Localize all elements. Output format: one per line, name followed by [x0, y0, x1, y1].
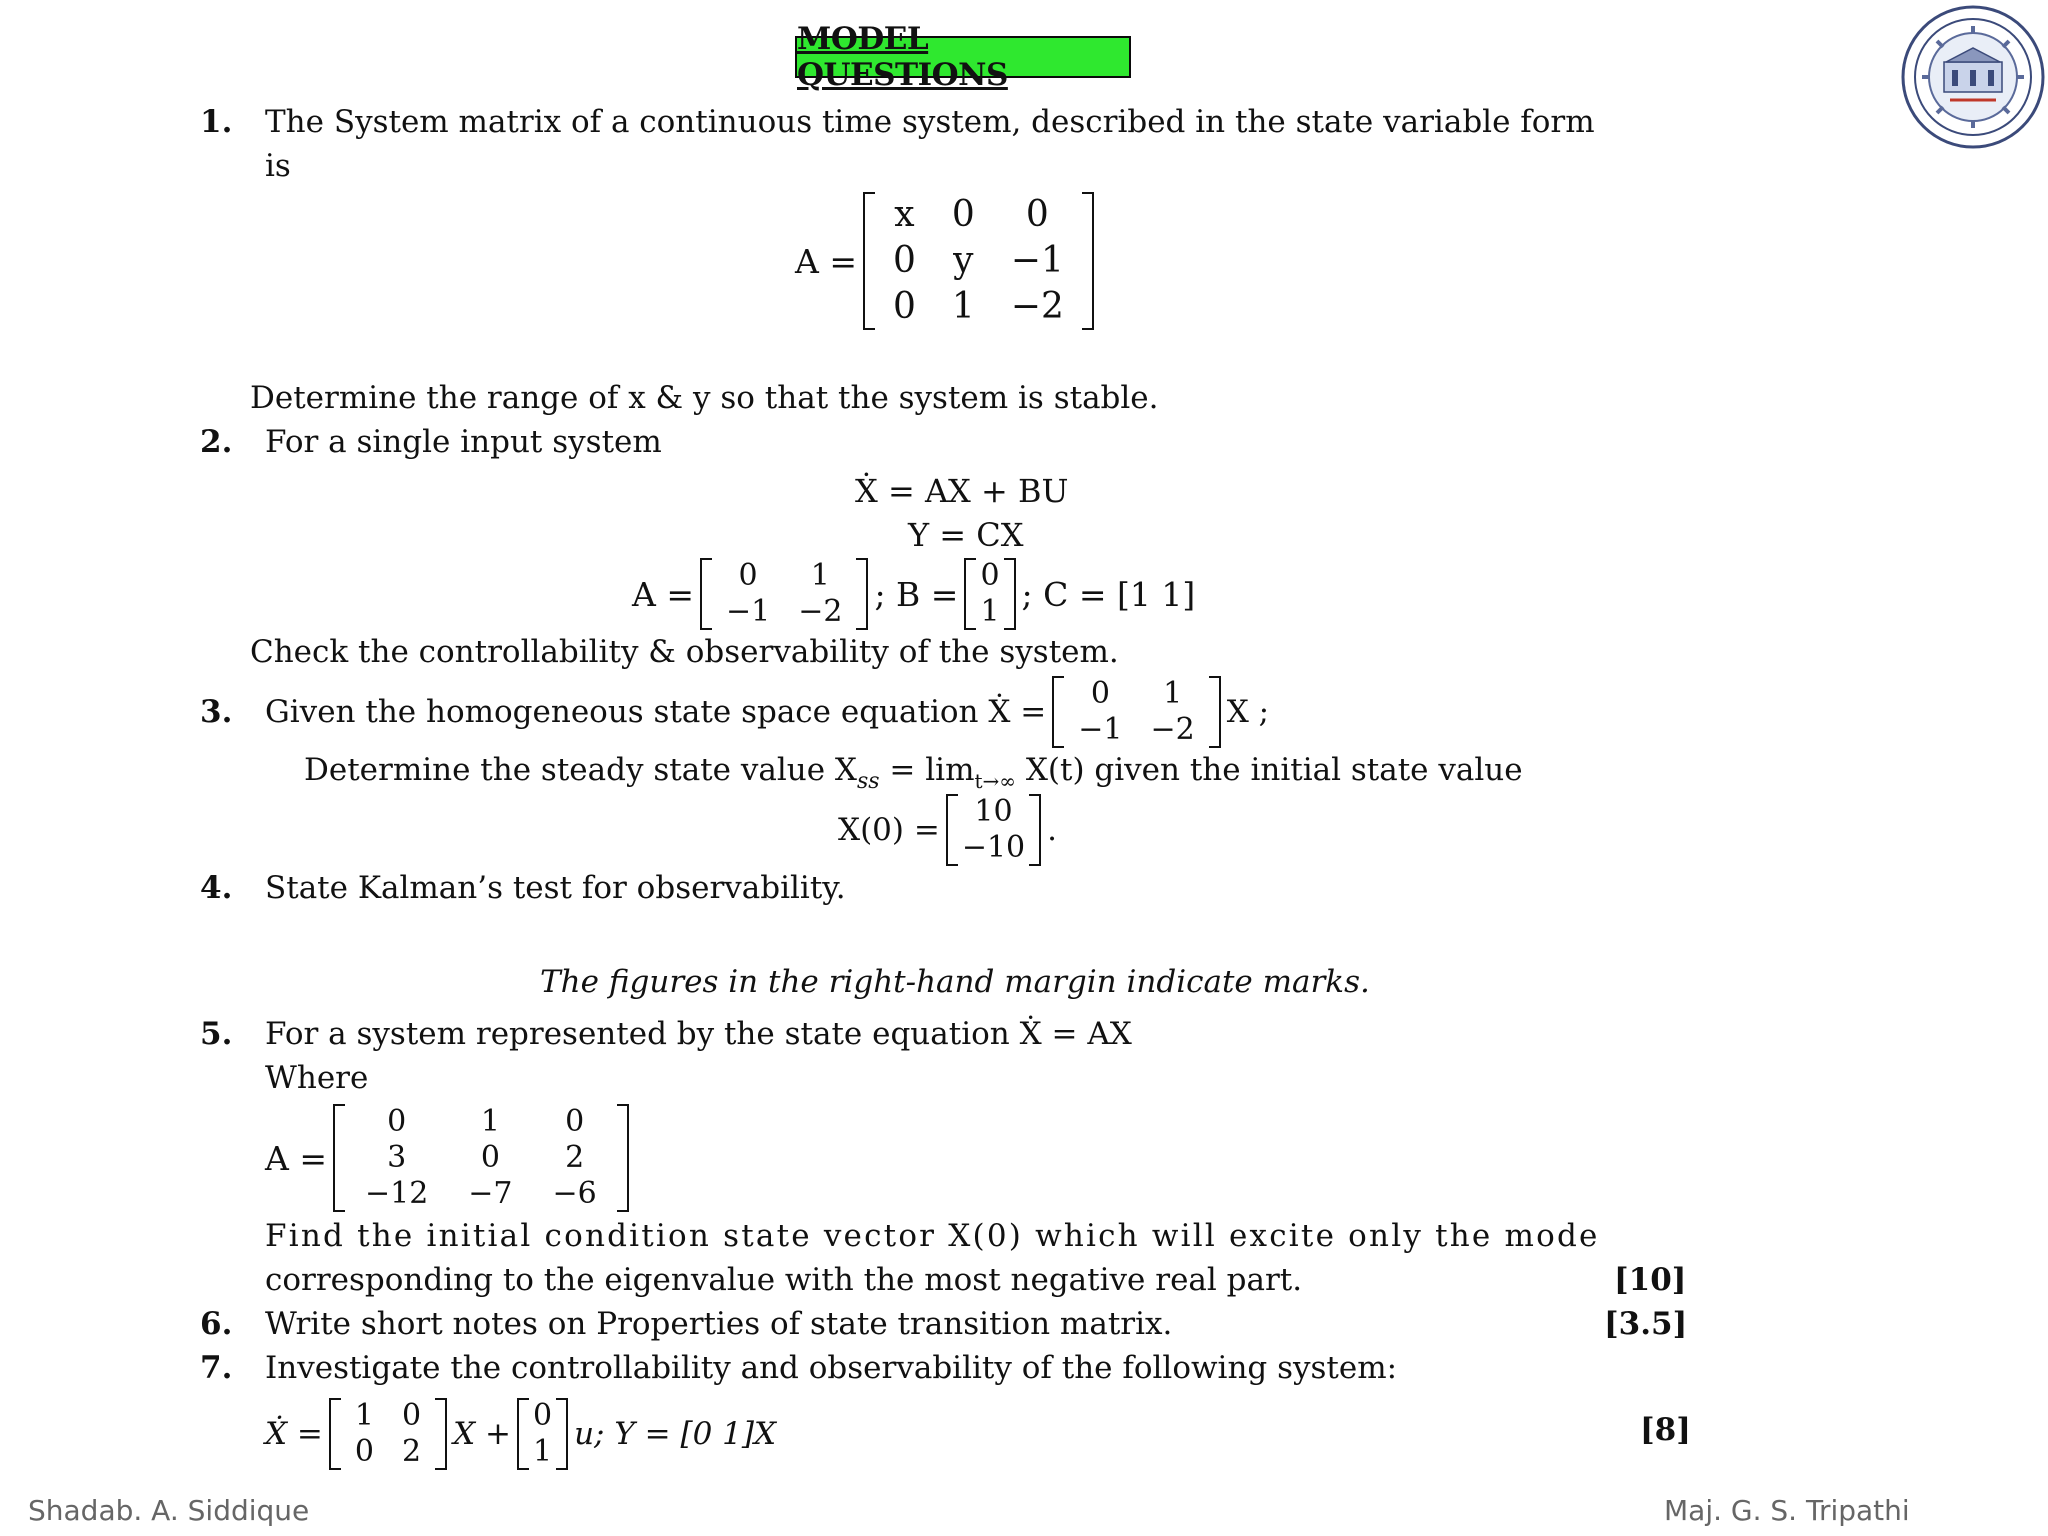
matrix-cell: 2	[402, 1434, 422, 1469]
q4-text: State Kalman’s test for observability.	[265, 870, 846, 906]
matrix-cell: 0	[951, 194, 975, 235]
matrix-cell: 0	[892, 240, 916, 281]
q3-after: X ;	[1226, 694, 1270, 730]
q2-eq2: Y = CX	[908, 516, 1024, 554]
q5-text: For a system represented by the state equation Ẋ = AX	[265, 1016, 1132, 1052]
q1-matrix-label: A =	[795, 241, 857, 281]
matrix-cell: 1	[354, 1398, 374, 1433]
q7-text: Investigate the controllability and observability of the following system:	[265, 1350, 1398, 1386]
matrix-cell: 0	[738, 558, 758, 593]
matrix-cell: −1	[725, 594, 771, 629]
q3-x0-matrix	[946, 794, 1041, 866]
q3-line2-a: Determine the steady state value X	[304, 752, 857, 788]
q5-matrix-equation	[265, 1104, 635, 1212]
marks-note: The figures in the right-hand margin indicate marks.	[540, 964, 1370, 1000]
matrix-cell: x	[894, 194, 915, 235]
q5-marks: [10]	[1614, 1262, 1687, 1298]
q3-text: Given the homogeneous state space equation Ẋ =	[265, 694, 1047, 730]
q5-line3: Find the initial condition state vector X(0) which will excite only the mode	[265, 1218, 1600, 1254]
matrix-cell: 0	[565, 1104, 585, 1139]
q2-question: Check the controllability & observability of the system.	[250, 634, 1119, 670]
matrix-cell: 1	[951, 286, 975, 327]
q2-b-matrix	[964, 558, 1015, 630]
q1-line2: is	[265, 148, 291, 184]
matrix-cell: 2	[565, 1140, 585, 1175]
matrix-cell: 0	[980, 558, 1000, 593]
matrix-cell: 0	[354, 1434, 374, 1469]
q3-initial-state	[838, 794, 1057, 866]
matrix-cell: −2	[1150, 712, 1195, 747]
q2-b-label: ; B =	[874, 574, 959, 614]
matrix-cell: 0	[533, 1398, 553, 1433]
q1-number: 1.	[200, 104, 233, 140]
q2-number: 2.	[200, 424, 233, 460]
matrix-cell: 1	[533, 1434, 553, 1469]
matrix-cell: 1	[810, 558, 830, 593]
q1-question: Determine the range of x & y so that the system is stable.	[250, 380, 1159, 416]
matrix-cell: 3	[387, 1140, 407, 1175]
matrix-cell: −12	[364, 1176, 429, 1211]
q3-number: 3.	[200, 694, 233, 730]
footer-author-right: Maj. G. S. Tripathi	[1664, 1494, 1910, 1527]
q2-text: For a single input system	[265, 424, 662, 460]
q6-marks: [3.5]	[1604, 1306, 1688, 1342]
q7-mid: X +	[453, 1416, 511, 1452]
q3-line2-lim: t→∞	[974, 769, 1016, 793]
q1-matrix	[863, 192, 1094, 330]
matrix-cell: −1	[1010, 240, 1064, 281]
q4-number: 4.	[200, 870, 233, 906]
q3-x0-end: .	[1047, 812, 1057, 848]
matrix-cell: 0	[402, 1398, 422, 1433]
q6-text: Write short notes on Properties of state transition matrix.	[265, 1306, 1173, 1342]
q5-matrix	[333, 1104, 629, 1212]
matrix-cell: −1	[1078, 712, 1123, 747]
page-title: MODEL QUESTIONS	[797, 21, 1008, 93]
matrix-cell: y	[953, 240, 974, 281]
matrix-cell: −10	[961, 830, 1026, 865]
matrix-cell: −7	[468, 1176, 513, 1211]
title-banner	[795, 21, 1131, 93]
q7-a-matrix	[329, 1398, 447, 1470]
q2-c-text: ; C = [1 1]	[1021, 574, 1196, 614]
matrix-cell: −2	[798, 594, 843, 629]
matrix-cell: −6	[552, 1176, 597, 1211]
q1-matrix-equation	[795, 192, 1100, 330]
matrix-cell: 0	[892, 286, 916, 327]
matrix-cell: 10	[974, 794, 1013, 829]
q7-end: u; Y = [0 1]X	[574, 1416, 777, 1452]
q3-line2-sub: ss	[856, 769, 880, 794]
footer-author-left: Shadab. A. Siddique	[28, 1494, 310, 1527]
matrix-cell: 1	[980, 594, 1000, 629]
q5-line4: corresponding to the eigenvalue with the most negative real part.	[265, 1262, 1303, 1298]
matrix-cell: 0	[480, 1140, 500, 1175]
q3-x0-label: X(0) =	[838, 812, 940, 848]
q7-marks: [8]	[1640, 1412, 1691, 1448]
matrix-cell: 0	[1090, 676, 1110, 711]
q6-number: 6.	[200, 1306, 233, 1342]
q3-matrix	[1052, 676, 1220, 748]
matrix-cell: −2	[1010, 286, 1064, 327]
q7-equation	[265, 1398, 776, 1470]
q2-a-matrix	[700, 558, 868, 630]
q1-line1: The System matrix of a continuous time system, described in the state variable form	[265, 104, 1595, 140]
matrix-cell: 1	[1163, 676, 1183, 711]
q3-equation	[265, 676, 1269, 748]
q3-line2	[304, 752, 1523, 794]
matrix-cell: 1	[480, 1104, 500, 1139]
q5-where: Where	[265, 1060, 369, 1096]
q3-line2-c: X(t) given the initial state value	[1015, 752, 1523, 788]
q3-line2-b: = lim	[879, 752, 975, 788]
matrix-cell: 0	[387, 1104, 407, 1139]
q2-matrices	[632, 558, 1195, 630]
q5-a-label: A =	[265, 1138, 327, 1178]
q7-eq-start: Ẋ =	[265, 1416, 323, 1452]
q7-b-matrix	[517, 1398, 568, 1470]
q5-number: 5.	[200, 1016, 233, 1052]
matrix-cell: 0	[1025, 194, 1049, 235]
q2-eq1: Ẋ = AX + BU	[855, 472, 1069, 510]
q7-number: 7.	[200, 1350, 233, 1386]
university-logo-icon	[1900, 4, 2046, 150]
q2-a-label: A =	[632, 574, 694, 614]
